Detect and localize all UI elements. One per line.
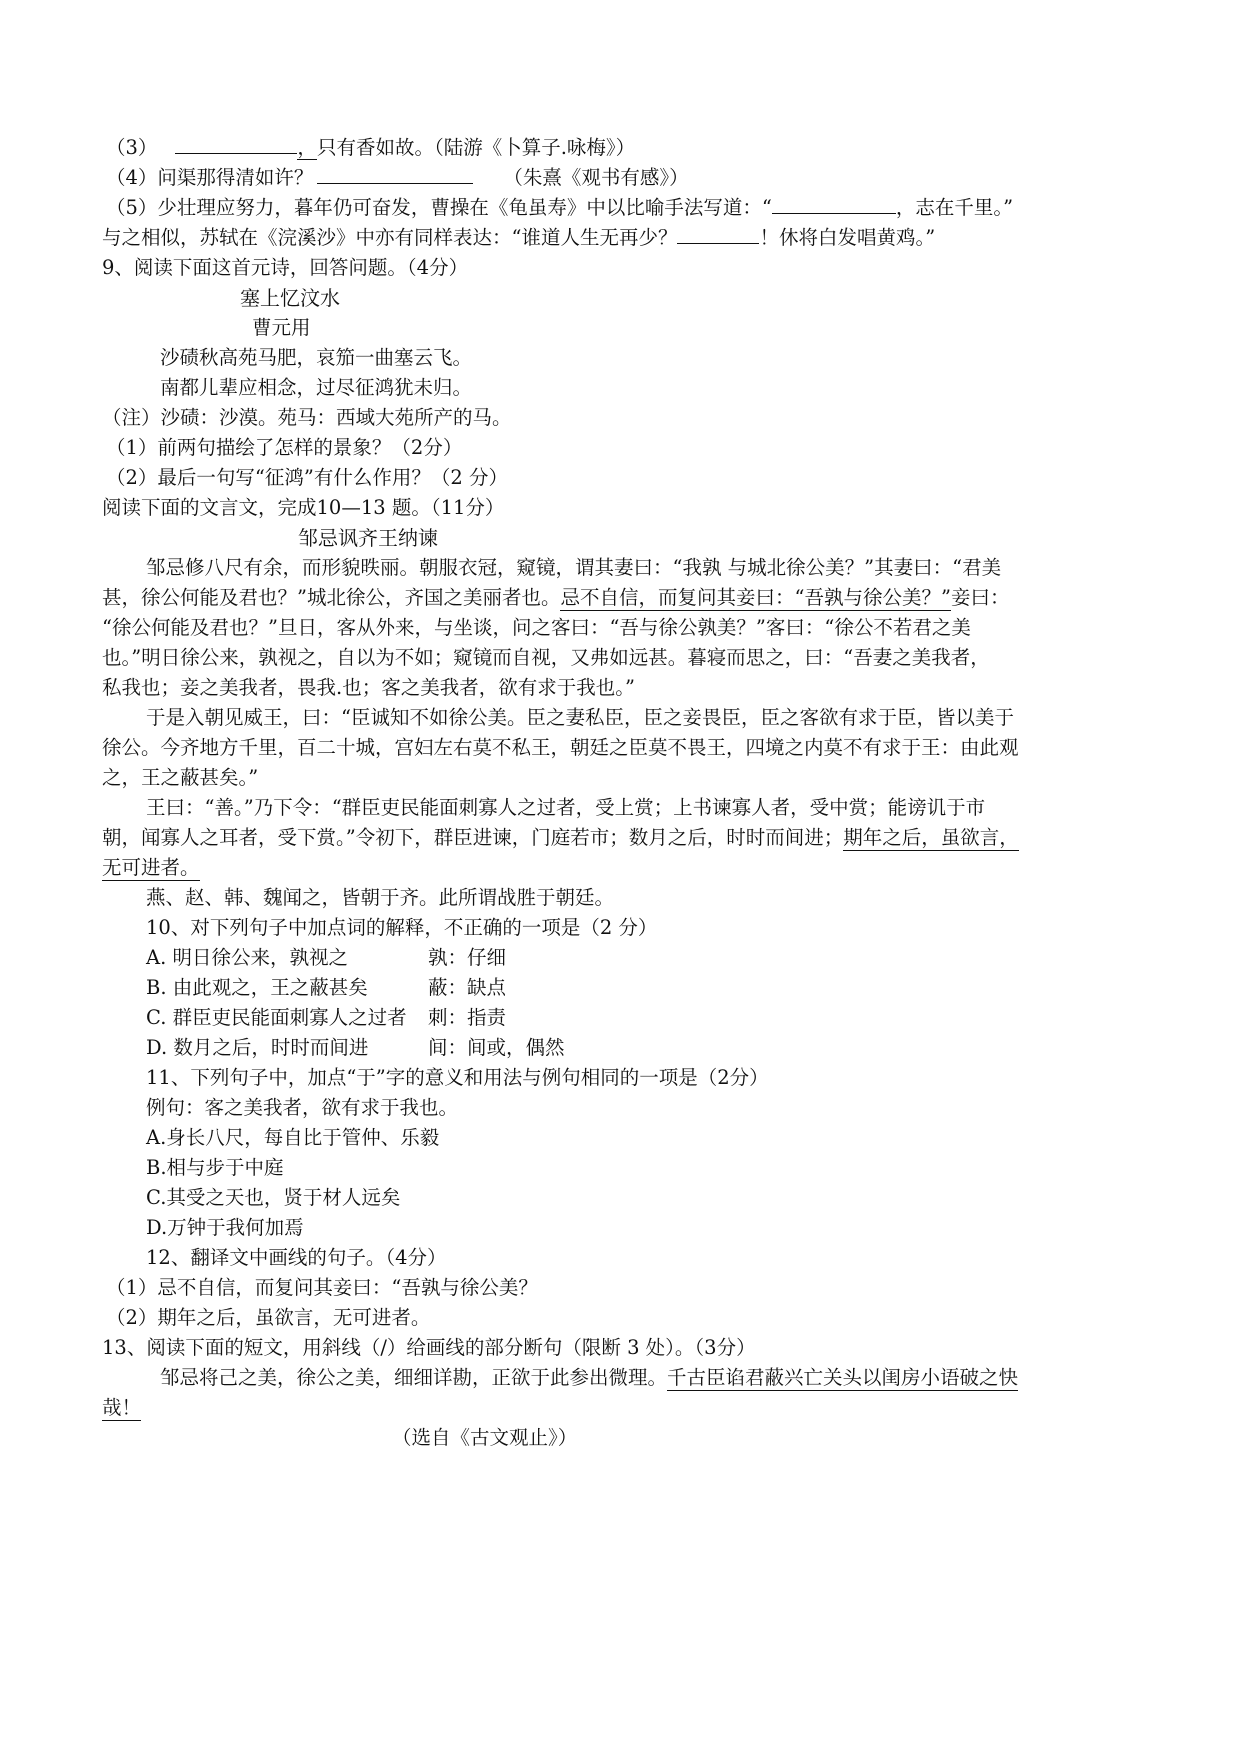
- q10-option-a[interactable]: [146, 943, 348, 973]
- q8-item5-line1: [106, 193, 1013, 223]
- q10-option-d-gloss: 间：间或，偶然: [428, 1036, 565, 1059]
- passage-p3-line2: [102, 823, 1019, 853]
- q9-heading: 9、阅读下面这首元诗，回答问题。（4分）: [102, 256, 469, 279]
- q10-option-b[interactable]: [146, 973, 368, 1003]
- passage-p3-line1: 王曰：“善。”乃下令：“群臣吏民能面刺寡人之过者，受上赏；上书谏寡人者，受中赏；能谤讥于市: [146, 796, 986, 819]
- answer-blank[interactable]: [677, 224, 759, 244]
- item-text: ，志在千里。”: [895, 196, 1014, 219]
- q11-option-a[interactable]: A.身长八尺，每自比于管仲、乐毅: [146, 1126, 440, 1149]
- item-text: 与之相似，苏轼在《浣溪沙》中亦有同样表达：“谁道人生无再少？: [102, 226, 678, 249]
- item-text: （4）问渠那得清如许？: [106, 166, 314, 189]
- q13-source: （选自《古文观止》）: [392, 1426, 578, 1449]
- q8-item3: [106, 133, 635, 163]
- underlined-sentence: 无可进者。: [102, 856, 200, 879]
- text: 邹忌将己之美，徐公之美，细细详勘，正欲于此参出微理。: [160, 1366, 668, 1389]
- passage-p2-line2: 徐公。今齐地方千里，百二十城，宫妇左右莫不私王，朝廷之臣莫不畏王，四境之内莫不有求于王：由此观: [102, 736, 1019, 759]
- option-sentence: D. 数月之后，时时而间进: [146, 1036, 369, 1059]
- item-text: （5）少壮理应努力，暮年仍可奋发，曹操在《龟虽寿》中以比喻手法写道：“: [106, 196, 772, 219]
- q8-item4: [106, 163, 689, 193]
- q10-option-c-gloss: 刺：指责: [428, 1006, 507, 1029]
- q11-example: 例句：客之美我者，欲有求于我也。: [146, 1096, 459, 1119]
- poem-note: （注）沙碛：沙漠。苑马：西域大苑所产的马。: [102, 406, 512, 429]
- passage-p3-line3: [102, 853, 200, 883]
- q10-option-a-gloss: 孰：仔细: [428, 946, 507, 969]
- passage-p2-line1: 于是入朝见威王，曰：“臣诚知不如徐公美。臣之妻私臣，臣之妾畏臣，臣之客欲有求于臣，皆以美于: [146, 706, 1014, 729]
- q10-option-d[interactable]: [146, 1033, 368, 1063]
- passage-p1-line3: “徐公何能及君也？”旦日，客从外来，与坐谈，问之客曰：“吾与徐公孰美？”客曰：“徐公不若君之美: [102, 616, 971, 639]
- option-sentence: A. 明日徐公来，孰视之: [146, 946, 348, 969]
- passage-p1-line4: 也。”明日徐公来，孰视之，自以为不如；窥镜而自视，又弗如远甚。暮寝而思之，曰：“吾妻之美我者，: [102, 646, 990, 669]
- answer-blank[interactable]: [175, 134, 297, 154]
- q12-sub1: （1）忌不自信，而复问其妾曰：“吾孰与徐公美？: [106, 1276, 538, 1299]
- answer-blank[interactable]: [317, 164, 473, 184]
- item-label: （3）: [106, 136, 158, 159]
- q11-option-d[interactable]: D.万钟于我何加焉: [146, 1216, 304, 1239]
- q10-option-c[interactable]: [146, 1003, 407, 1033]
- option-sentence: C. 群臣吏民能面刺寡人之过者: [146, 1006, 407, 1029]
- passage-p4: 燕、赵、韩、魏闻之，皆朝于齐。此所谓战胜于朝廷。: [146, 886, 615, 909]
- q11-option-b[interactable]: B.相与步于中庭: [146, 1156, 284, 1179]
- q12-sub2: （2）期年之后，虽欲言，无可进者。: [106, 1306, 431, 1329]
- poem-line-2: 南都儿辈应相念，过尽征鸿犹未归。: [160, 376, 473, 399]
- poem-title: 塞上忆汶水: [240, 286, 340, 310]
- q8-item5-line2: [102, 223, 935, 253]
- q13-heading: 13、阅读下面的短文，用斜线（/）给画线的部分断句（限断 3 处）。（3分）: [102, 1336, 756, 1359]
- q11-heading: 11、下列句子中，加点“于”字的意义和用法与例句相同的一项是（2分）: [146, 1066, 769, 1089]
- answer-blank[interactable]: [772, 194, 896, 214]
- underlined-sentence: 期年之后，虽欲言，: [843, 826, 1019, 849]
- q10-heading: 10、对下列句子中加点词的解释，不正确的一项是（2 分）: [146, 916, 658, 939]
- q9-sub1: （1）前两句描绘了怎样的景象？（2分）: [106, 436, 463, 459]
- item-text: ！休将白发唱黄鸡。”: [759, 226, 936, 249]
- passage-title: 邹忌讽齐王纳谏: [298, 526, 438, 550]
- passage-p1-line5: 私我也；妾之美我者，畏我.也；客之美我者，欲有求于我也。”: [102, 676, 635, 699]
- underlined-text: 哉！: [102, 1396, 142, 1419]
- q13-text-line2: [102, 1393, 141, 1423]
- text: 甚，徐公何能及君也？”城北徐公，齐国之美丽者也。: [102, 586, 561, 609]
- poem-author: 曹元用: [252, 316, 311, 339]
- text: 朝，闻寡人之耳者，受下赏。”令初下，群臣进谏，门庭若市；数月之后，时时而间进；: [102, 826, 844, 849]
- q12-heading: 12、翻译文中画线的句子。（4分）: [146, 1246, 447, 1269]
- underlined-text: 千古臣谄君蔽兴亡关头以闺房小语破之快: [667, 1366, 1019, 1389]
- passage-intro: 阅读下面的文言文，完成10—13 题。（11分）: [102, 496, 505, 519]
- q11-option-c[interactable]: C.其受之天也，贤于材人远矣: [146, 1186, 401, 1209]
- item-text: 只有香如故。（陆游《卜算子.咏梅》）: [316, 136, 636, 159]
- q10-option-b-gloss: 蔽：缺点: [428, 976, 507, 999]
- comma: ，: [297, 136, 317, 159]
- q13-text-line1: [160, 1363, 1018, 1393]
- poem-line-1: 沙碛秋高苑马肥，哀笳一曲塞云飞。: [160, 346, 473, 369]
- text: 妾曰：: [950, 586, 1010, 609]
- passage-p1-line2: [102, 583, 1009, 613]
- passage-p1-line1: 邹忌修八尺有余，而形貌昳丽。朝服衣冠，窥镜，谓其妻曰：“我孰 与城北徐公美？”其妻曰：“君美: [146, 556, 1002, 579]
- underlined-sentence: 忌不自信，而复问其妾曰：“吾孰与徐公美？”: [560, 586, 951, 609]
- item-source: （朱熹《观书有感》）: [503, 166, 689, 189]
- option-sentence: B. 由此观之，王之蔽甚矣: [146, 976, 368, 999]
- passage-p2-line3: 之，王之蔽甚矣。”: [102, 766, 259, 789]
- q9-sub2: （2）最后一句写“征鸿”有什么作用？（2 分）: [106, 466, 508, 489]
